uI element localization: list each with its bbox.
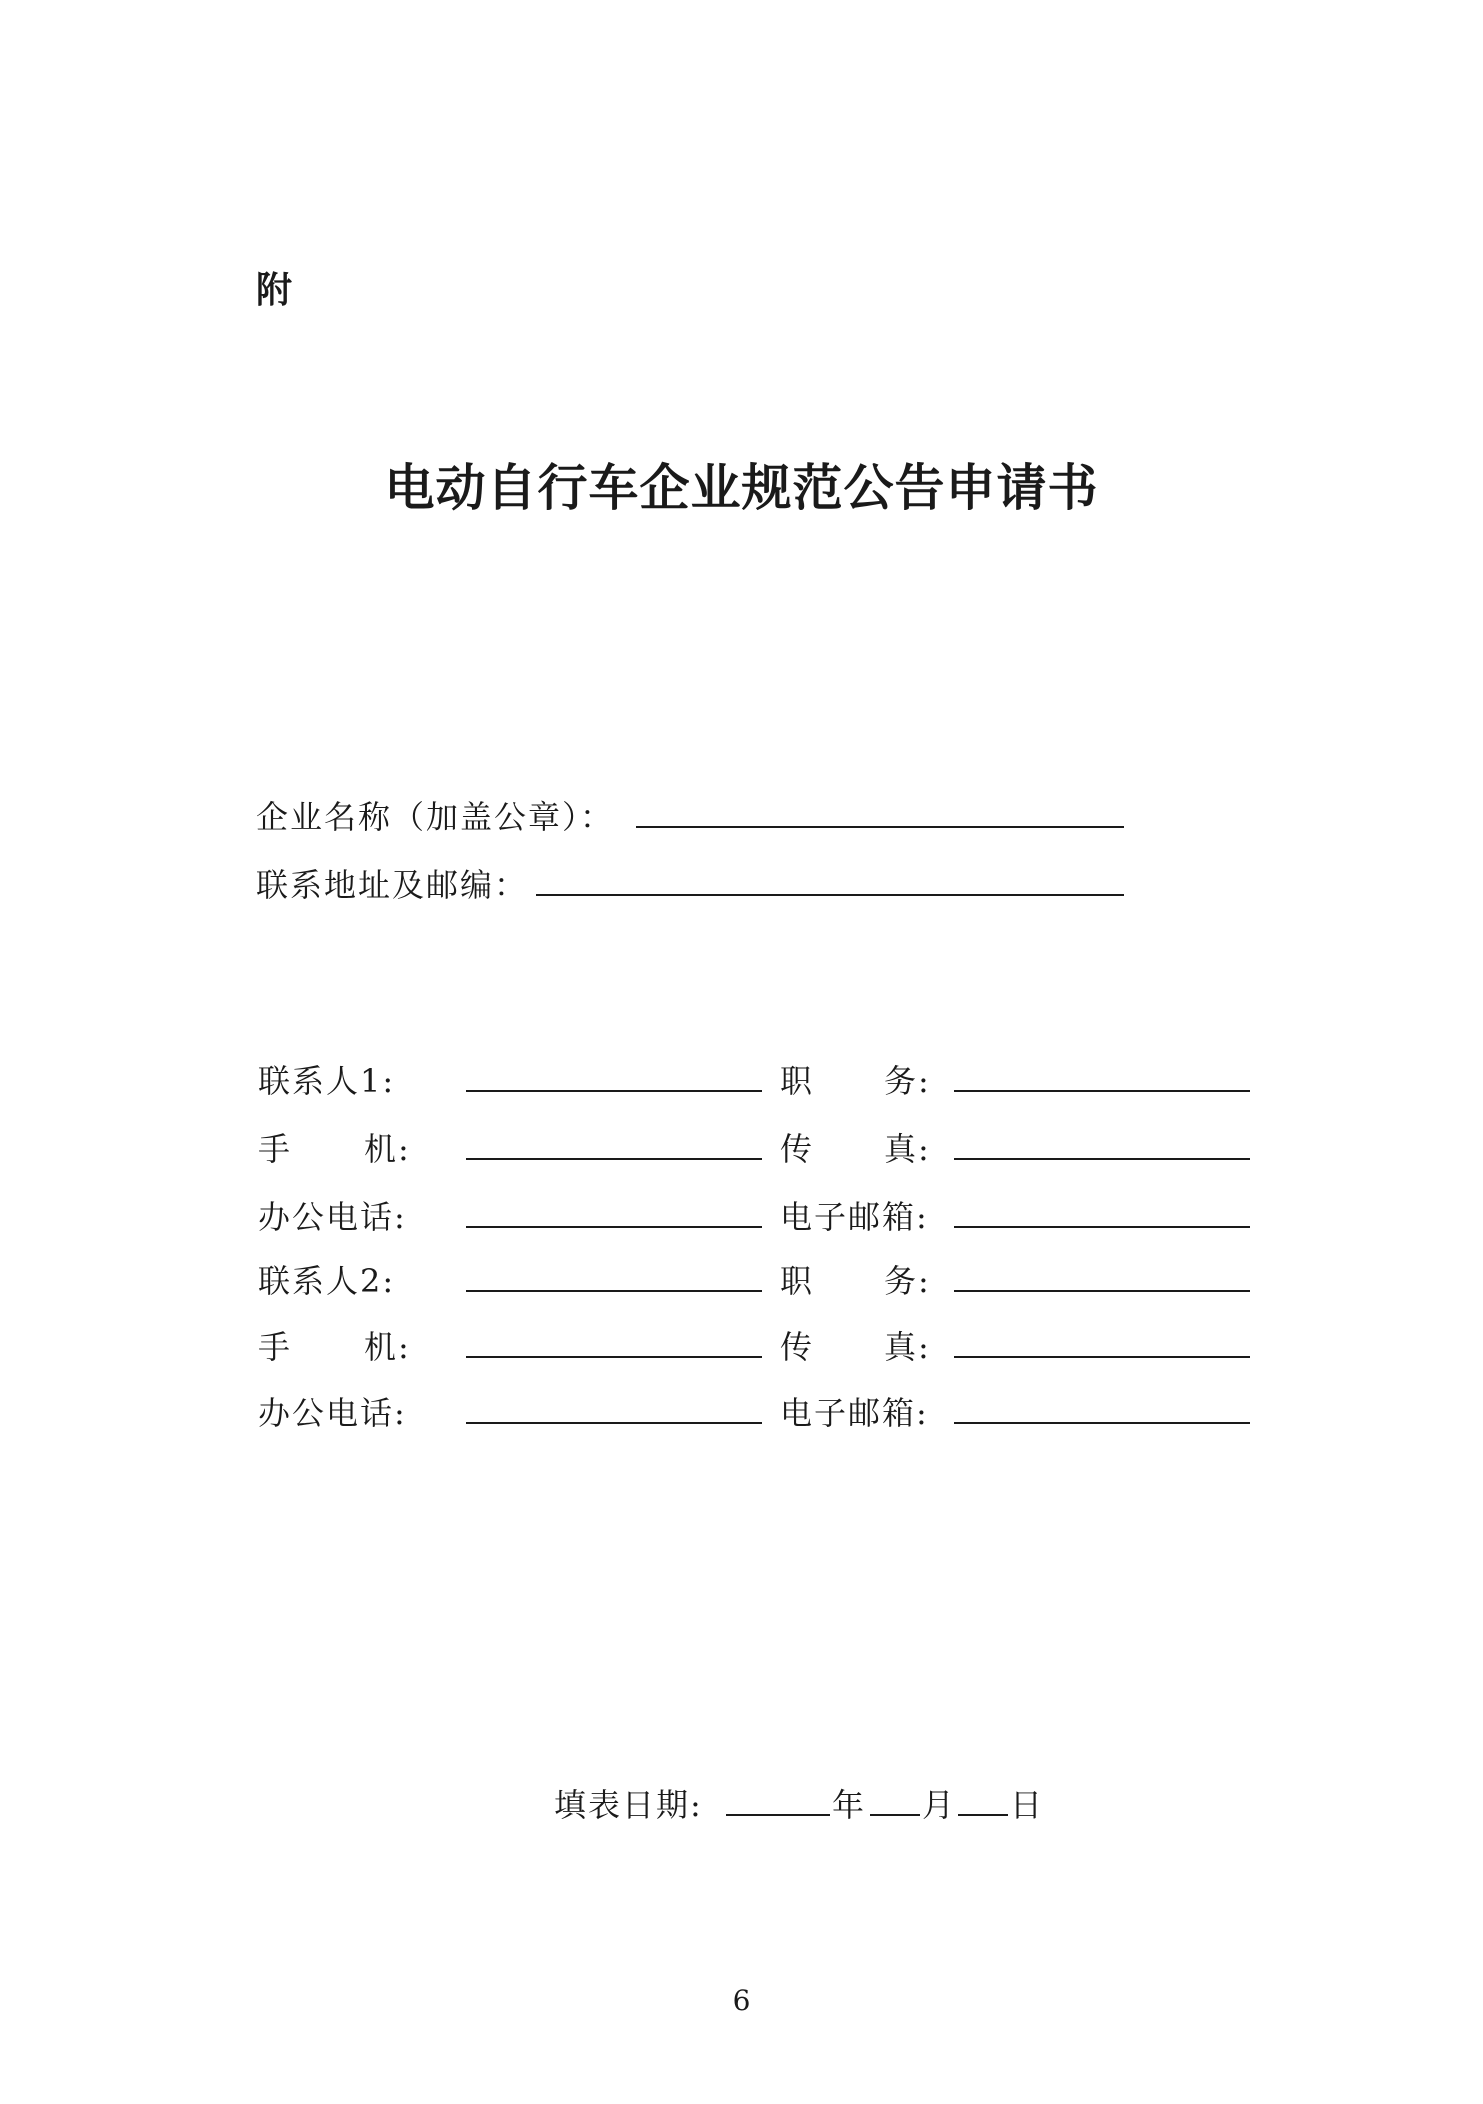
contact2-office-phone-label: 办公电话: [258, 1394, 407, 1432]
contact2-mobile-field[interactable] [466, 1356, 762, 1358]
contact2-position-label-b: 务: [884, 1262, 931, 1300]
contact2-email-field[interactable] [954, 1422, 1250, 1424]
company-name-field[interactable] [636, 826, 1124, 828]
contact2-office-phone-field[interactable] [466, 1422, 762, 1424]
contact2-mobile-label-b: 机: [364, 1328, 411, 1366]
page-title: 电动自行车企业规范公告申请书 [384, 459, 1099, 517]
contact1-label: 联系人1: [258, 1062, 396, 1100]
contact1-mobile-label-b: 机: [364, 1130, 411, 1168]
contact1-office-phone-field[interactable] [466, 1226, 762, 1228]
page-number: 6 [732, 1984, 751, 2017]
contact1-position-label-b: 务: [884, 1062, 931, 1100]
contact1-fax-label-b: 真: [884, 1130, 931, 1168]
company-name-label: 企业名称（加盖公章）： [256, 798, 615, 836]
contact1-mobile-label-a: 手 [258, 1130, 293, 1168]
contact1-email-label: 电子邮箱: [780, 1198, 929, 1236]
contact2-position-label-a: 职 [780, 1262, 815, 1300]
contact2-email-label: 电子邮箱: [780, 1394, 929, 1432]
fill-date-day-label: 日 [1010, 1786, 1045, 1824]
contact1-position-label-a: 职 [780, 1062, 815, 1100]
fill-date-day-field[interactable] [958, 1814, 1008, 1816]
contact1-email-field[interactable] [954, 1226, 1250, 1228]
fill-date-year-label: 年 [832, 1786, 867, 1824]
contact2-fax-label-b: 真: [884, 1328, 931, 1366]
contact1-position-field[interactable] [954, 1090, 1250, 1092]
contact1-office-phone-label: 办公电话: [258, 1198, 407, 1236]
fill-date-month-field[interactable] [870, 1814, 920, 1816]
contact1-mobile-field[interactable] [466, 1158, 762, 1160]
appendix-label: 附 [256, 270, 293, 311]
contact2-mobile-label-a: 手 [258, 1328, 293, 1366]
contact1-fax-label-a: 传 [780, 1130, 815, 1168]
contact2-position-field[interactable] [954, 1290, 1250, 1292]
contact1-fax-field[interactable] [954, 1158, 1250, 1160]
contact2-name-field[interactable] [466, 1290, 762, 1292]
fill-date-label: 填表日期: [554, 1786, 703, 1824]
contact2-label: 联系人2: [258, 1262, 396, 1300]
address-label: 联系地址及邮编： [256, 866, 529, 904]
fill-date-month-label: 月 [922, 1786, 957, 1824]
contact2-fax-label-a: 传 [780, 1328, 815, 1366]
fill-date-year-field[interactable] [726, 1814, 830, 1816]
address-postcode-field[interactable] [536, 894, 1124, 896]
contact2-fax-field[interactable] [954, 1356, 1250, 1358]
contact1-name-field[interactable] [466, 1090, 762, 1092]
